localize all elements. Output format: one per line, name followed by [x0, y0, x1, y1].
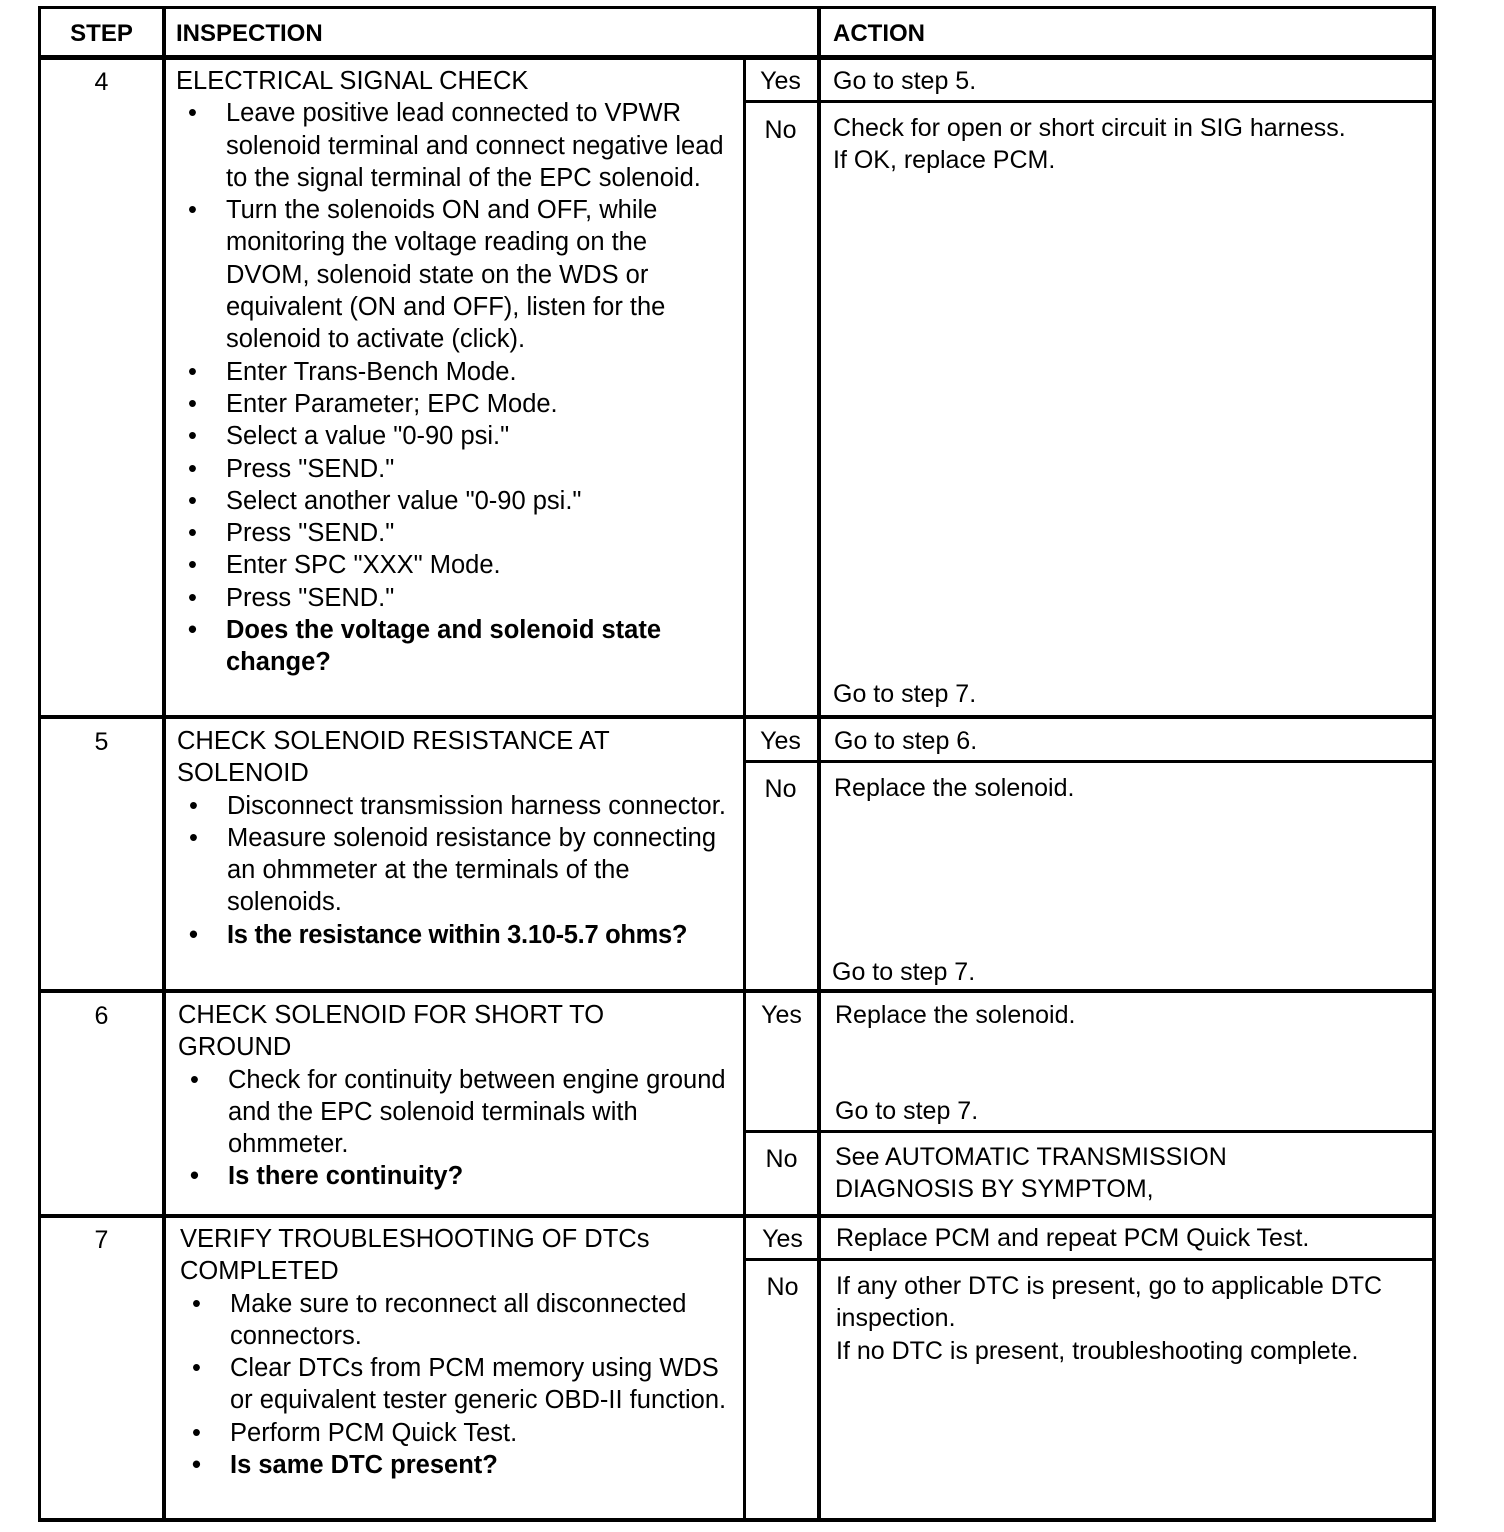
header-inspection: INSPECTION — [176, 20, 323, 47]
yes-label: Yes — [760, 67, 801, 95]
inspection-cell — [180, 1223, 746, 1481]
bullet-icon: • — [188, 357, 197, 386]
yes-label: Yes — [760, 727, 801, 755]
list-item: • Enter SPC "XXX" Mode. — [176, 549, 736, 581]
no-action-goto: Go to step 7. — [833, 680, 977, 708]
inspection-question: • Is the resistance within 3.10-5.7 ohms? — [177, 919, 737, 951]
inspection-cell — [177, 725, 743, 951]
yes-action-goto: Go to step 7. — [835, 1097, 979, 1125]
inspection-cell — [178, 999, 744, 1193]
bullet-icon: • — [188, 454, 197, 483]
bullet-icon: • — [189, 920, 198, 949]
inspection-bullets — [176, 97, 736, 678]
inspection-question: • Is there continuity? — [178, 1160, 738, 1192]
yes-no-divider — [744, 1258, 1436, 1261]
bullet-icon: • — [192, 1289, 201, 1318]
table-border-bottom — [38, 1518, 1436, 1522]
no-action: Check for open or short circuit in SIG harness. If OK, replace PCM. Go to step 7. — [821, 112, 1431, 712]
list-item: • Press "SEND." — [176, 517, 736, 549]
yes-action: Replace PCM and repeat PCM Quick Test. — [836, 1224, 1310, 1252]
inspection-bullets — [178, 1064, 738, 1193]
no-label: No — [764, 116, 797, 144]
no-action-goto: Go to step 7. — [832, 958, 976, 986]
yes-label: Yes — [762, 1225, 803, 1253]
bullet-icon: • — [192, 1418, 201, 1447]
no-action: See AUTOMATIC TRANSMISSION DIAGNOSIS BY SYMPTOM, — [835, 1143, 1227, 1204]
yes-action: Go to step 5. — [833, 67, 977, 95]
list-item: • Press "SEND." — [176, 453, 736, 485]
inspection-bullets — [180, 1288, 740, 1482]
inspection-title: CHECK SOLENOID FOR SHORT TO GROUND — [178, 1001, 605, 1062]
bullet-icon: • — [188, 389, 197, 418]
row-divider — [38, 989, 1436, 993]
yes-no-divider — [744, 100, 1436, 103]
no-action: If any other DTC is present, go to applicable DTC inspection. If no DTC is present, troubleshooting complete. — [836, 1272, 1383, 1365]
inspection-cell — [176, 65, 742, 679]
list-item: • Perform PCM Quick Test. — [180, 1417, 740, 1449]
list-item: • Check for continuity between engine ground and the EPC solenoid terminals with ohmmeter. — [190, 1065, 726, 1159]
no-label: No — [766, 1273, 799, 1301]
header-action: ACTION — [833, 20, 925, 47]
list-item: • Turn the solenoids ON and OFF, while monitoring the voltage reading on the DVOM, solenoid state on the WDS or equivalent (ON and OFF), listen for the solenoid to activate (click). — [188, 196, 666, 354]
step-number: 6 — [94, 1002, 109, 1030]
list-item: • Leave positive lead connected to VPWR solenoid terminal and connect negative lead to the signal terminal of the EPC solenoid. — [188, 99, 724, 192]
inspection-table — [38, 6, 1436, 1522]
no-action: Replace the solenoid. Go to step 7. — [822, 772, 1432, 988]
bullet-icon: • — [189, 823, 198, 852]
step-number: 4 — [94, 68, 109, 96]
list-item: • Make sure to reconnect all disconnected connectors. — [192, 1289, 687, 1350]
inspection-title: ELECTRICAL SIGNAL CHECK — [176, 67, 529, 95]
bullet-icon: • — [188, 422, 197, 451]
step-number: 7 — [94, 1226, 109, 1254]
header-divider — [38, 55, 1436, 60]
bullet-icon: • — [192, 1354, 201, 1383]
bullet-icon: • — [188, 99, 197, 128]
no-label: No — [764, 775, 797, 803]
bullet-icon: • — [190, 1162, 199, 1191]
list-item: • Clear DTCs from PCM memory using WDS or equivalent tester generic OBD-II function. — [192, 1354, 727, 1415]
bullet-icon: • — [188, 583, 197, 612]
table-border-left — [38, 6, 41, 1522]
inspection-question: • Does the voltage and solenoid state change? — [188, 616, 662, 677]
col-divider-step — [162, 6, 166, 1522]
list-item: • Select a value "0-90 psi." — [176, 420, 736, 452]
list-item: • Enter Trans-Bench Mode. — [176, 356, 736, 388]
step-number: 5 — [94, 728, 109, 756]
list-item: • Measure solenoid resistance by connecting an ohmmeter at the terminals of the solenoids. — [189, 823, 717, 917]
inspection-title: VERIFY TROUBLESHOOTING OF DTCs COMPLETED — [180, 1225, 650, 1286]
bullet-icon: • — [189, 791, 198, 820]
row-divider — [38, 1214, 1436, 1218]
list-item: • Select another value "0-90 psi." — [176, 485, 736, 517]
no-label: No — [765, 1145, 798, 1173]
bullet-icon: • — [188, 551, 197, 580]
yes-action: Replace the solenoid. Go to step 7. — [823, 999, 1433, 1129]
list-item: • Disconnect transmission harness connector. — [177, 790, 737, 822]
list-item: • Enter Parameter; EPC Mode. — [176, 388, 736, 420]
yes-no-divider — [744, 760, 1436, 763]
inspection-question: • Is same DTC present? — [180, 1449, 740, 1481]
yes-no-divider — [744, 1130, 1436, 1133]
inspection-title: CHECK SOLENOID RESISTANCE AT SOLENOID — [177, 727, 610, 788]
yes-label: Yes — [761, 1001, 802, 1029]
bullet-icon: • — [188, 519, 197, 548]
header-step: STEP — [70, 20, 133, 47]
bullet-icon: • — [188, 616, 197, 645]
bullet-icon: • — [188, 196, 197, 225]
bullet-icon: • — [192, 1451, 201, 1480]
bullet-icon: • — [188, 486, 197, 515]
row-divider — [38, 715, 1436, 719]
yes-action: Go to step 6. — [834, 727, 978, 755]
list-item: • Press "SEND." — [176, 582, 736, 614]
table-border-right — [1432, 6, 1436, 1522]
inspection-bullets — [177, 790, 737, 951]
bullet-icon: • — [190, 1065, 199, 1094]
